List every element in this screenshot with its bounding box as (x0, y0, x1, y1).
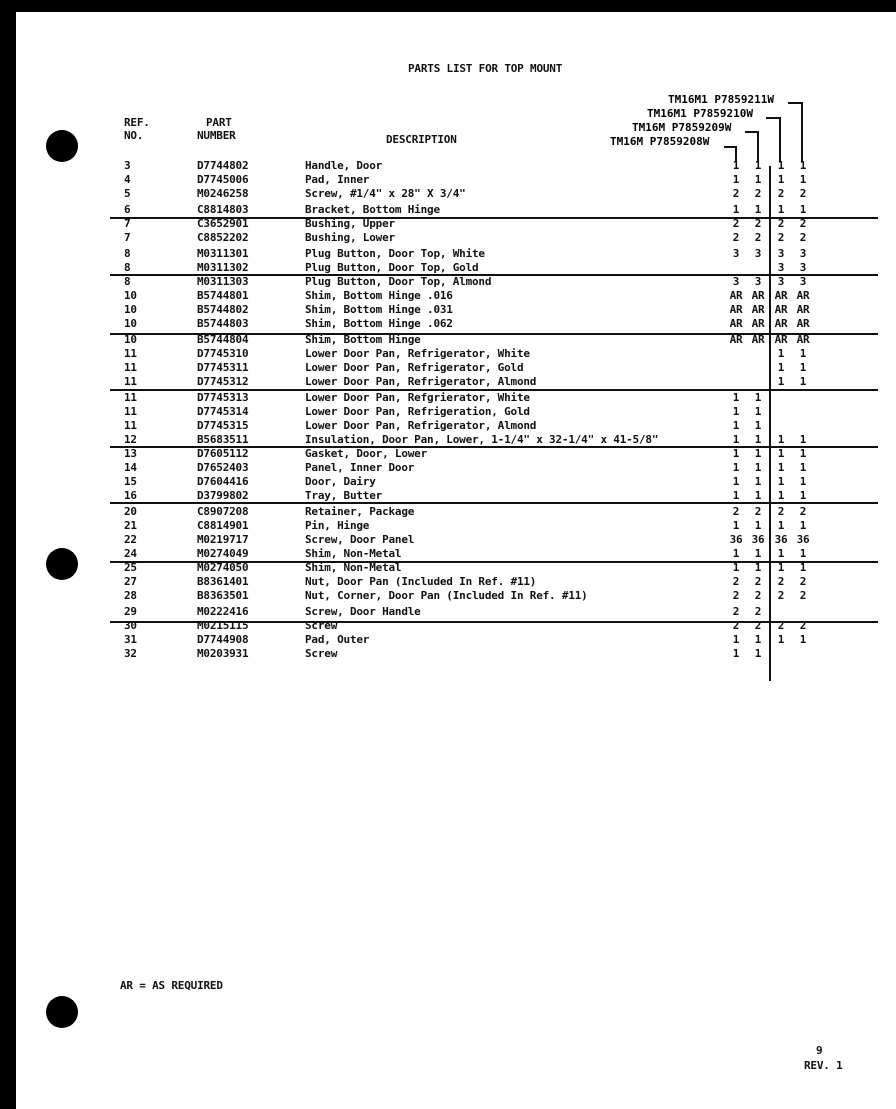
part-number-cell: D7745311 (197, 361, 249, 374)
quantity-cell: 1 (754, 475, 762, 488)
description-header: DESCRIPTION (386, 133, 457, 146)
table-row (0, 633, 896, 647)
bracket-line (801, 102, 803, 162)
description-cell: Screw (305, 647, 338, 660)
quantity-cell: 2 (754, 575, 762, 588)
binder-hole (46, 130, 78, 162)
bracket-line (757, 131, 759, 162)
table-row (0, 231, 896, 245)
description-cell: Pin, Hinge (305, 519, 370, 532)
quantity-cell: 1 (732, 461, 740, 474)
part-number-cell: D7745315 (197, 419, 249, 432)
description-cell: Gasket, Door, Lower (305, 447, 428, 460)
quantity-cell: 1 (754, 419, 762, 432)
model-label-3: TM16M1 P7859210W (647, 107, 753, 120)
quantity-cell: 1 (732, 419, 740, 432)
ref-no-cell: 31 (124, 633, 137, 646)
part-number-cell: C8907208 (197, 505, 249, 518)
description-cell: Panel, Inner Door (305, 461, 415, 474)
description-cell: Screw, #1/4" x 28" X 3/4" (305, 187, 466, 200)
quantity-cell: 1 (754, 173, 762, 186)
quantity-cell: 36 (751, 533, 765, 546)
quantity-cell: 1 (732, 561, 740, 574)
table-row (0, 547, 896, 561)
ref-no-cell: 5 (124, 187, 131, 200)
quantity-cell: 1 (777, 203, 785, 216)
quantity-cell: 1 (777, 173, 785, 186)
quantity-cell: 2 (754, 589, 762, 602)
quantity-cell: 1 (732, 489, 740, 502)
ref-no-cell: 10 (124, 333, 137, 346)
part-number-header-line2: NUMBER (197, 129, 236, 142)
quantity-cell: 1 (799, 461, 807, 474)
description-cell: Shim, Bottom Hinge .031 (305, 303, 453, 316)
ref-no-cell: 10 (124, 303, 137, 316)
table-row (0, 333, 896, 347)
part-number-cell: D7745314 (197, 405, 249, 418)
part-number-cell: C8814901 (197, 519, 249, 532)
quantity-cell: 1 (754, 159, 762, 172)
quantity-cell: 2 (732, 187, 740, 200)
quantity-cell: 1 (777, 375, 785, 388)
quantity-cell: 1 (732, 405, 740, 418)
table-row (0, 187, 896, 201)
model-label-4: TM16M1 P7859211W (668, 93, 774, 106)
quantity-cell: 2 (732, 231, 740, 244)
quantity-cell: 1 (732, 433, 740, 446)
part-number-cell: B8363501 (197, 589, 249, 602)
quantity-cell: 1 (777, 361, 785, 374)
ref-no-cell: 7 (124, 217, 131, 230)
quantity-cell: 1 (777, 561, 785, 574)
description-cell: Nut, Corner, Door Pan (Included In Ref. #11) (305, 589, 588, 602)
quantity-cell: 1 (754, 461, 762, 474)
quantity-cell: 2 (732, 505, 740, 518)
quantity-cell: 1 (754, 647, 762, 660)
description-cell: Insulation, Door Pan, Lower, 1-1/4" x 32-1/4" x 41-5/8" (305, 433, 659, 446)
part-number-cell: D7745006 (197, 173, 249, 186)
quantity-cell: AR (796, 289, 810, 302)
ref-no-cell: 4 (124, 173, 131, 186)
part-number-cell: M0215115 (197, 619, 249, 632)
part-number-cell: M0311303 (197, 275, 249, 288)
quantity-cell: 1 (754, 391, 762, 404)
quantity-cell: 36 (796, 533, 810, 546)
quantity-cell: 2 (777, 217, 785, 230)
description-cell: Lower Door Pan, Refrigerator, Almond (305, 419, 537, 432)
quantity-cell: 1 (754, 633, 762, 646)
part-number-cell: D7604416 (197, 475, 249, 488)
quantity-cell: 2 (799, 231, 807, 244)
quantity-cell: 2 (754, 619, 762, 632)
table-row (0, 391, 896, 405)
part-number-cell: B5744804 (197, 333, 249, 346)
description-cell: Screw, Door Panel (305, 533, 415, 546)
part-number-cell: M0222416 (197, 605, 249, 618)
part-number-cell: C8814803 (197, 203, 249, 216)
quantity-cell: 2 (754, 605, 762, 618)
bracket-line (779, 117, 781, 162)
table-row (0, 489, 896, 503)
quantity-cell: 1 (799, 475, 807, 488)
ref-no-cell: 6 (124, 203, 131, 216)
description-cell: Shim, Bottom Hinge .016 (305, 289, 453, 302)
quantity-cell: 1 (754, 547, 762, 560)
quantity-cell: 2 (754, 217, 762, 230)
table-row (0, 347, 896, 361)
description-cell: Tray, Butter (305, 489, 383, 502)
part-number-cell: D7745313 (197, 391, 249, 404)
quantity-cell: 1 (777, 475, 785, 488)
quantity-cell: 1 (777, 461, 785, 474)
quantity-cell: AR (751, 289, 765, 302)
quantity-cell: 3 (732, 247, 740, 260)
quantity-cell: 2 (799, 217, 807, 230)
quantity-cell: 1 (754, 489, 762, 502)
quantity-cell: 1 (754, 203, 762, 216)
ref-no-cell: 30 (124, 619, 137, 632)
quantity-cell: 1 (732, 633, 740, 646)
part-number-cell: D7652403 (197, 461, 249, 474)
part-number-cell: M0311301 (197, 247, 249, 260)
quantity-cell: 1 (799, 489, 807, 502)
ref-no-cell: 29 (124, 605, 137, 618)
ref-no-cell: 11 (124, 347, 137, 360)
ref-no-cell: 28 (124, 589, 137, 602)
quantity-cell: AR (729, 333, 743, 346)
quantity-cell: 2 (799, 505, 807, 518)
description-cell: Bushing, Lower (305, 231, 395, 244)
quantity-cell: AR (729, 289, 743, 302)
quantity-cell: 1 (799, 433, 807, 446)
ref-no-cell: 22 (124, 533, 137, 546)
description-cell: Retainer, Package (305, 505, 415, 518)
part-number-cell: D7745312 (197, 375, 249, 388)
part-number-cell: M0311302 (197, 261, 249, 274)
ref-no-header-line1: REF. (124, 116, 150, 129)
quantity-cell: 1 (799, 375, 807, 388)
quantity-cell: 1 (732, 447, 740, 460)
quantity-cell: 1 (754, 405, 762, 418)
description-cell: Screw, Door Handle (305, 605, 421, 618)
part-number-header-line1: PART (206, 116, 232, 129)
quantity-cell: 2 (732, 575, 740, 588)
table-row (0, 217, 896, 231)
quantity-cell: 1 (754, 447, 762, 460)
quantity-cell: 2 (799, 619, 807, 632)
description-cell: Pad, Outer (305, 633, 370, 646)
quantity-cell: 1 (732, 173, 740, 186)
table-row (0, 461, 896, 475)
quantity-cell: 1 (799, 547, 807, 560)
description-cell: Plug Button, Door Top, Gold (305, 261, 479, 274)
table-row (0, 275, 896, 289)
table-row (0, 375, 896, 389)
ref-no-header-line2: NO. (124, 129, 144, 142)
quantity-cell: 1 (754, 561, 762, 574)
quantity-cell: 1 (799, 447, 807, 460)
quantity-cell: 3 (799, 275, 807, 288)
table-row (0, 605, 896, 619)
ref-no-cell: 11 (124, 375, 137, 388)
page-title: PARTS LIST FOR TOP MOUNT (408, 62, 563, 75)
quantity-cell: 1 (799, 561, 807, 574)
quantity-cell: 1 (799, 203, 807, 216)
quantity-cell: AR (774, 289, 788, 302)
part-number-cell: D7744908 (197, 633, 249, 646)
description-cell: Shim, Non-Metal (305, 547, 402, 560)
table-row (0, 561, 896, 575)
quantity-cell: 2 (799, 575, 807, 588)
quantity-cell: 1 (777, 347, 785, 360)
quantity-cell: 3 (777, 275, 785, 288)
quantity-cell: 2 (732, 605, 740, 618)
quantity-cell: AR (751, 333, 765, 346)
ref-no-cell: 24 (124, 547, 137, 560)
quantity-cell: 1 (799, 633, 807, 646)
quantity-cell: 1 (732, 203, 740, 216)
description-cell: Door, Dairy (305, 475, 376, 488)
quantity-cell: 1 (732, 547, 740, 560)
description-cell: Bracket, Bottom Hinge (305, 203, 440, 216)
ref-no-cell: 13 (124, 447, 137, 460)
quantity-cell: 1 (777, 433, 785, 446)
description-cell: Shim, Bottom Hinge .062 (305, 317, 453, 330)
part-number-cell: B5744803 (197, 317, 249, 330)
quantity-cell: 2 (777, 575, 785, 588)
table-row (0, 575, 896, 589)
quantity-cell: 2 (777, 187, 785, 200)
quantity-cell: AR (774, 303, 788, 316)
binder-hole (46, 996, 78, 1028)
ref-no-cell: 25 (124, 561, 137, 574)
table-row (0, 289, 896, 303)
quantity-cell: 1 (777, 519, 785, 532)
ref-no-cell: 8 (124, 247, 131, 260)
quantity-cell: 2 (754, 505, 762, 518)
table-row (0, 261, 896, 275)
part-number-cell: B5683511 (197, 433, 249, 446)
ref-no-cell: 27 (124, 575, 137, 588)
part-number-cell: B8361401 (197, 575, 249, 588)
quantity-cell: 3 (799, 261, 807, 274)
quantity-cell: 2 (754, 231, 762, 244)
quantity-cell: 2 (732, 589, 740, 602)
quantity-cell: 1 (777, 633, 785, 646)
ref-no-cell: 20 (124, 505, 137, 518)
table-row (0, 433, 896, 447)
ref-no-cell: 10 (124, 289, 137, 302)
table-row (0, 317, 896, 331)
ref-no-cell: 10 (124, 317, 137, 330)
table-row (0, 247, 896, 261)
table-row (0, 361, 896, 375)
table-row (0, 159, 896, 173)
ref-no-cell: 16 (124, 489, 137, 502)
part-number-cell: M0274049 (197, 547, 249, 560)
quantity-cell: 1 (754, 519, 762, 532)
part-number-cell: D7605112 (197, 447, 249, 460)
description-cell: Lower Door Pan, Refrigeration, Gold (305, 405, 530, 418)
description-cell: Nut, Door Pan (Included In Ref. #11) (305, 575, 537, 588)
quantity-cell: 1 (799, 173, 807, 186)
part-number-cell: M0246258 (197, 187, 249, 200)
quantity-cell: 36 (729, 533, 743, 546)
description-cell: Lower Door Pan, Refrigerator, Almond (305, 375, 537, 388)
quantity-cell: 1 (777, 447, 785, 460)
quantity-cell: AR (796, 303, 810, 316)
part-number-cell: D7745310 (197, 347, 249, 360)
quantity-cell: AR (796, 317, 810, 330)
footnote: AR = AS REQUIRED (120, 979, 223, 992)
description-cell: Handle, Door (305, 159, 383, 172)
part-number-cell: D7744802 (197, 159, 249, 172)
ref-no-cell: 15 (124, 475, 137, 488)
table-row (0, 173, 896, 187)
part-number-cell: M0203931 (197, 647, 249, 660)
description-cell: Pad, Inner (305, 173, 370, 186)
ref-no-cell: 21 (124, 519, 137, 532)
quantity-cell: 1 (732, 391, 740, 404)
part-number-cell: M0219717 (197, 533, 249, 546)
quantity-cell: 1 (732, 475, 740, 488)
ref-no-cell: 14 (124, 461, 137, 474)
quantity-cell: AR (751, 317, 765, 330)
ref-no-cell: 3 (124, 159, 131, 172)
quantity-cell: 1 (732, 519, 740, 532)
ref-no-cell: 11 (124, 419, 137, 432)
quantity-cell: 3 (777, 247, 785, 260)
quantity-cell: AR (774, 333, 788, 346)
description-cell: Lower Door Pan, Refrigerator, Gold (305, 361, 524, 374)
quantity-cell: 2 (777, 589, 785, 602)
description-cell: Plug Button, Door Top, White (305, 247, 485, 260)
quantity-cell: AR (774, 317, 788, 330)
part-number-cell: D3799802 (197, 489, 249, 502)
ref-no-cell: 11 (124, 405, 137, 418)
table-row (0, 419, 896, 433)
quantity-cell: 1 (799, 361, 807, 374)
quantity-cell: 2 (732, 619, 740, 632)
quantity-cell: 1 (777, 159, 785, 172)
table-row (0, 203, 896, 217)
quantity-cell: 3 (754, 275, 762, 288)
quantity-cell: AR (729, 317, 743, 330)
description-cell: Lower Door Pan, Refrigerator, White (305, 347, 530, 360)
quantity-cell: 2 (754, 187, 762, 200)
ref-no-cell: 8 (124, 261, 131, 274)
quantity-cell: 1 (777, 547, 785, 560)
quantity-cell: 3 (799, 247, 807, 260)
quantity-cell: AR (729, 303, 743, 316)
quantity-cell: AR (751, 303, 765, 316)
model-label-1: TM16M P7859208W (610, 135, 710, 148)
quantity-cell: 1 (754, 433, 762, 446)
ref-no-cell: 7 (124, 231, 131, 244)
page-number: 9 (816, 1044, 823, 1057)
quantity-cell: 1 (799, 159, 807, 172)
description-cell: Shim, Non-Metal (305, 561, 402, 574)
ref-no-cell: 8 (124, 275, 131, 288)
table-row (0, 447, 896, 461)
quantity-cell: 3 (732, 275, 740, 288)
revision-label: REV. 1 (804, 1059, 843, 1072)
table-row (0, 533, 896, 547)
quantity-cell: 2 (799, 187, 807, 200)
table-row (0, 589, 896, 603)
table-row (0, 619, 896, 633)
ref-no-cell: 11 (124, 361, 137, 374)
part-number-cell: C8852202 (197, 231, 249, 244)
quantity-cell: 1 (799, 347, 807, 360)
ref-no-cell: 32 (124, 647, 137, 660)
table-row (0, 405, 896, 419)
model-label-2: TM16M P7859209W (632, 121, 732, 134)
ref-no-cell: 12 (124, 433, 137, 446)
quantity-cell: 3 (777, 261, 785, 274)
quantity-cell: AR (796, 333, 810, 346)
part-number-cell: B5744801 (197, 289, 249, 302)
quantity-cell: 1 (777, 489, 785, 502)
description-cell: Plug Button, Door Top, Almond (305, 275, 492, 288)
quantity-cell: 36 (774, 533, 788, 546)
part-number-cell: M0274050 (197, 561, 249, 574)
quantity-cell: 2 (799, 589, 807, 602)
quantity-cell: 3 (754, 247, 762, 260)
description-cell: Lower Door Pan, Refgrierator, White (305, 391, 530, 404)
table-row (0, 647, 896, 661)
table-row (0, 303, 896, 317)
table-row (0, 505, 896, 519)
quantity-cell: 2 (777, 505, 785, 518)
quantity-cell: 2 (732, 217, 740, 230)
description-cell: Bushing, Upper (305, 217, 395, 230)
part-number-cell: B5744802 (197, 303, 249, 316)
quantity-cell: 1 (732, 159, 740, 172)
description-cell: Screw (305, 619, 338, 632)
quantity-cell: 1 (799, 519, 807, 532)
ref-no-cell: 11 (124, 391, 137, 404)
quantity-cell: 1 (732, 647, 740, 660)
quantity-cell: 2 (777, 619, 785, 632)
description-cell: Shim, Bottom Hinge (305, 333, 421, 346)
table-row (0, 475, 896, 489)
part-number-cell: C3652901 (197, 217, 249, 230)
quantity-cell: 2 (777, 231, 785, 244)
table-row (0, 519, 896, 533)
